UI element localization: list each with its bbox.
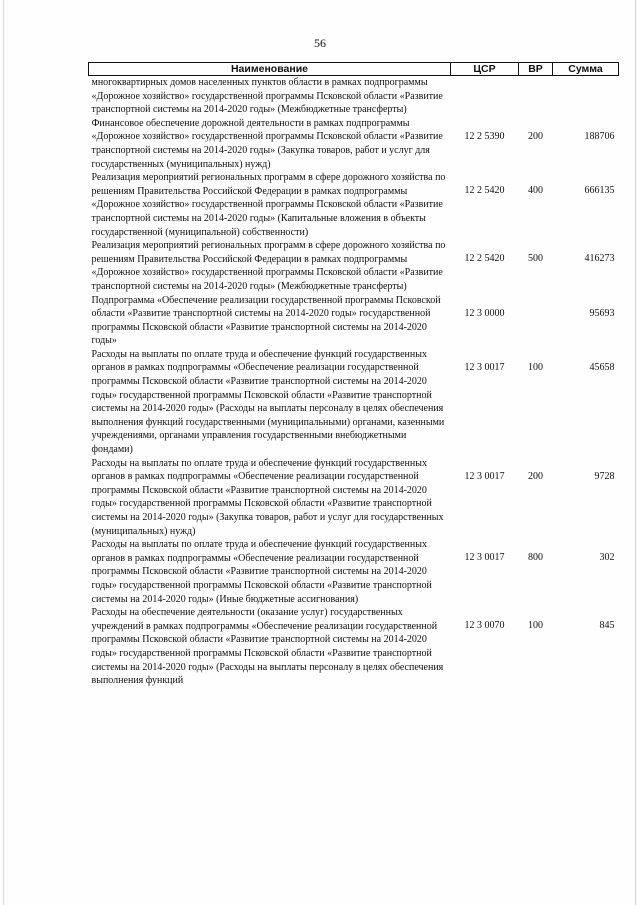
row-name: Расходы на выплаты по оплате труда и обеспечение функций государственных органов в рамках подпрограммы «Обеспечение реализации государственной программы Псковской области «Развитие транспортной системы на 2014-2020 годы» государственной программы Псковской области «Развитие транспортной системы на 2014-2020 годы» (Закупка товаров, работ и услуг для государственных (муниципальных) нужд) [91,457,444,537]
table-row [89,457,619,539]
row-name: Расходы на обеспечение деятельности (оказание услуг) государственных учреждений в рамках подпрограммы «Обеспечение реализации государственной программы Псковской области «Развитие транспортной системы на 2014-2020 годы» государственной программы Псковской области «Развитие транспортной системы на 2014-2020 годы» (Расходы на выплаты персоналу в целях обеспечения выполнения функций [91,607,444,687]
row-csr: 12 3 0017 [464,361,505,373]
row-name: Подпрограмма «Обеспечение реализации государственной программы Псковской области «Развитие транспортной системы на 2014-2020 годы» государственной программы Псковской области «Развитие транспортной системы на 2014-2020 годы» [91,294,441,347]
table-row [89,117,619,171]
page-number: 56 [314,36,326,50]
table-row [89,538,619,606]
budget-table [88,62,619,688]
table-row [89,76,619,117]
row-vr: 100 [528,361,543,373]
row-csr: 12 2 5420 [464,185,505,197]
row-csr: 12 3 0070 [464,620,505,632]
row-name: Расходы на выплаты по оплате труда и обеспечение функций государственных органов в рамках подпрограммы «Обеспечение реализации государственной программы Псковской области «Развитие транспортной системы на 2014-2020 годы» государственной программы Псковской области «Развитие транспортной системы на 2014-2020 годы» (Расходы на выплаты персоналу в целях обеспечения выполнения функций государственными (муниципальными) органами, казенными учреждениями, органами управления государственными внебюджетными фондами) [91,348,445,456]
table-row [89,294,619,348]
row-name: Расходы на выплаты по оплате труда и обеспечение функций государственных органов в рамках подпрограммы «Обеспечение реализации государственной программы Псковской области «Развитие транспортной системы на 2014-2020 годы» государственной программы Псковской области «Развитие транспортной системы на 2014-2020 годы» (Иные бюджетные ассигнования) [91,539,432,605]
scan-edge-right [635,0,636,905]
row-sum: 188706 [584,130,615,142]
row-vr [519,76,553,117]
header-vr: ВР [519,63,553,76]
row-sum: 45658 [589,361,615,373]
row-sum: 95693 [589,307,615,319]
table-row [89,239,619,293]
row-csr: 12 2 5390 [464,130,505,142]
row-csr: 12 3 0017 [464,470,505,482]
row-vr: 800 [528,552,543,564]
table-row [89,171,619,239]
row-vr: 200 [528,130,543,142]
header-csr: ЦСР [451,63,519,76]
table-row [89,606,619,688]
row-name: Реализация мероприятий региональных программ в сфере дорожного хозяйства по решениям Правительства Российской Федерации в рамках подпрограммы «Дорожное хозяйство» государственной программы Псковской области «Развитие транспортной системы на 2014-2020 годы» (Капитальные вложения в объекты государственной (муниципальной) собственности) [91,172,446,238]
table-row [89,348,619,457]
row-sum: 845 [599,620,615,632]
row-vr: 500 [528,253,543,265]
row-sum: 416273 [584,253,615,265]
row-csr [451,76,519,117]
header-sum: Сумма [553,63,619,76]
row-csr: 12 3 0017 [464,552,505,564]
table-header-row [89,63,619,76]
row-csr: 12 3 0000 [464,307,505,319]
row-sum [553,76,619,117]
scan-edge-left [3,0,4,905]
row-vr [519,294,553,348]
row-sum: 666135 [584,185,615,197]
row-name: Финансовое обеспечение дорожной деятельности в рамках подпрограммы «Дорожное хозяйство» государственной программы Псковской области «Развитие транспортной системы на 2014-2020 годы» (Закупка товаров, работ и услуг для государственных (муниципальных) нужд) [91,117,443,170]
row-name: Реализация мероприятий региональных программ в сфере дорожного хозяйства по решениям Правительства Российской Федерации в рамках подпрограммы «Дорожное хозяйство» государственной программы Псковской области «Развитие транспортной системы на 2014-2020 годы» (Межбюджетные трансферты) [91,240,446,292]
row-vr: 100 [528,620,543,632]
row-csr: 12 2 5420 [464,253,505,265]
row-vr: 200 [528,470,543,482]
header-name: Наименование [89,63,451,76]
row-name: многоквартирных домов населенных пунктов области в рамках подпрограммы «Дорожное хозяйство» государственной программы Псковской области «Развитие транспортной системы на 2014-2020 годы» (Межбюджетные трансферты) [91,77,443,116]
row-sum: 302 [599,552,615,564]
row-vr: 400 [528,185,543,197]
row-sum: 9728 [594,470,615,482]
